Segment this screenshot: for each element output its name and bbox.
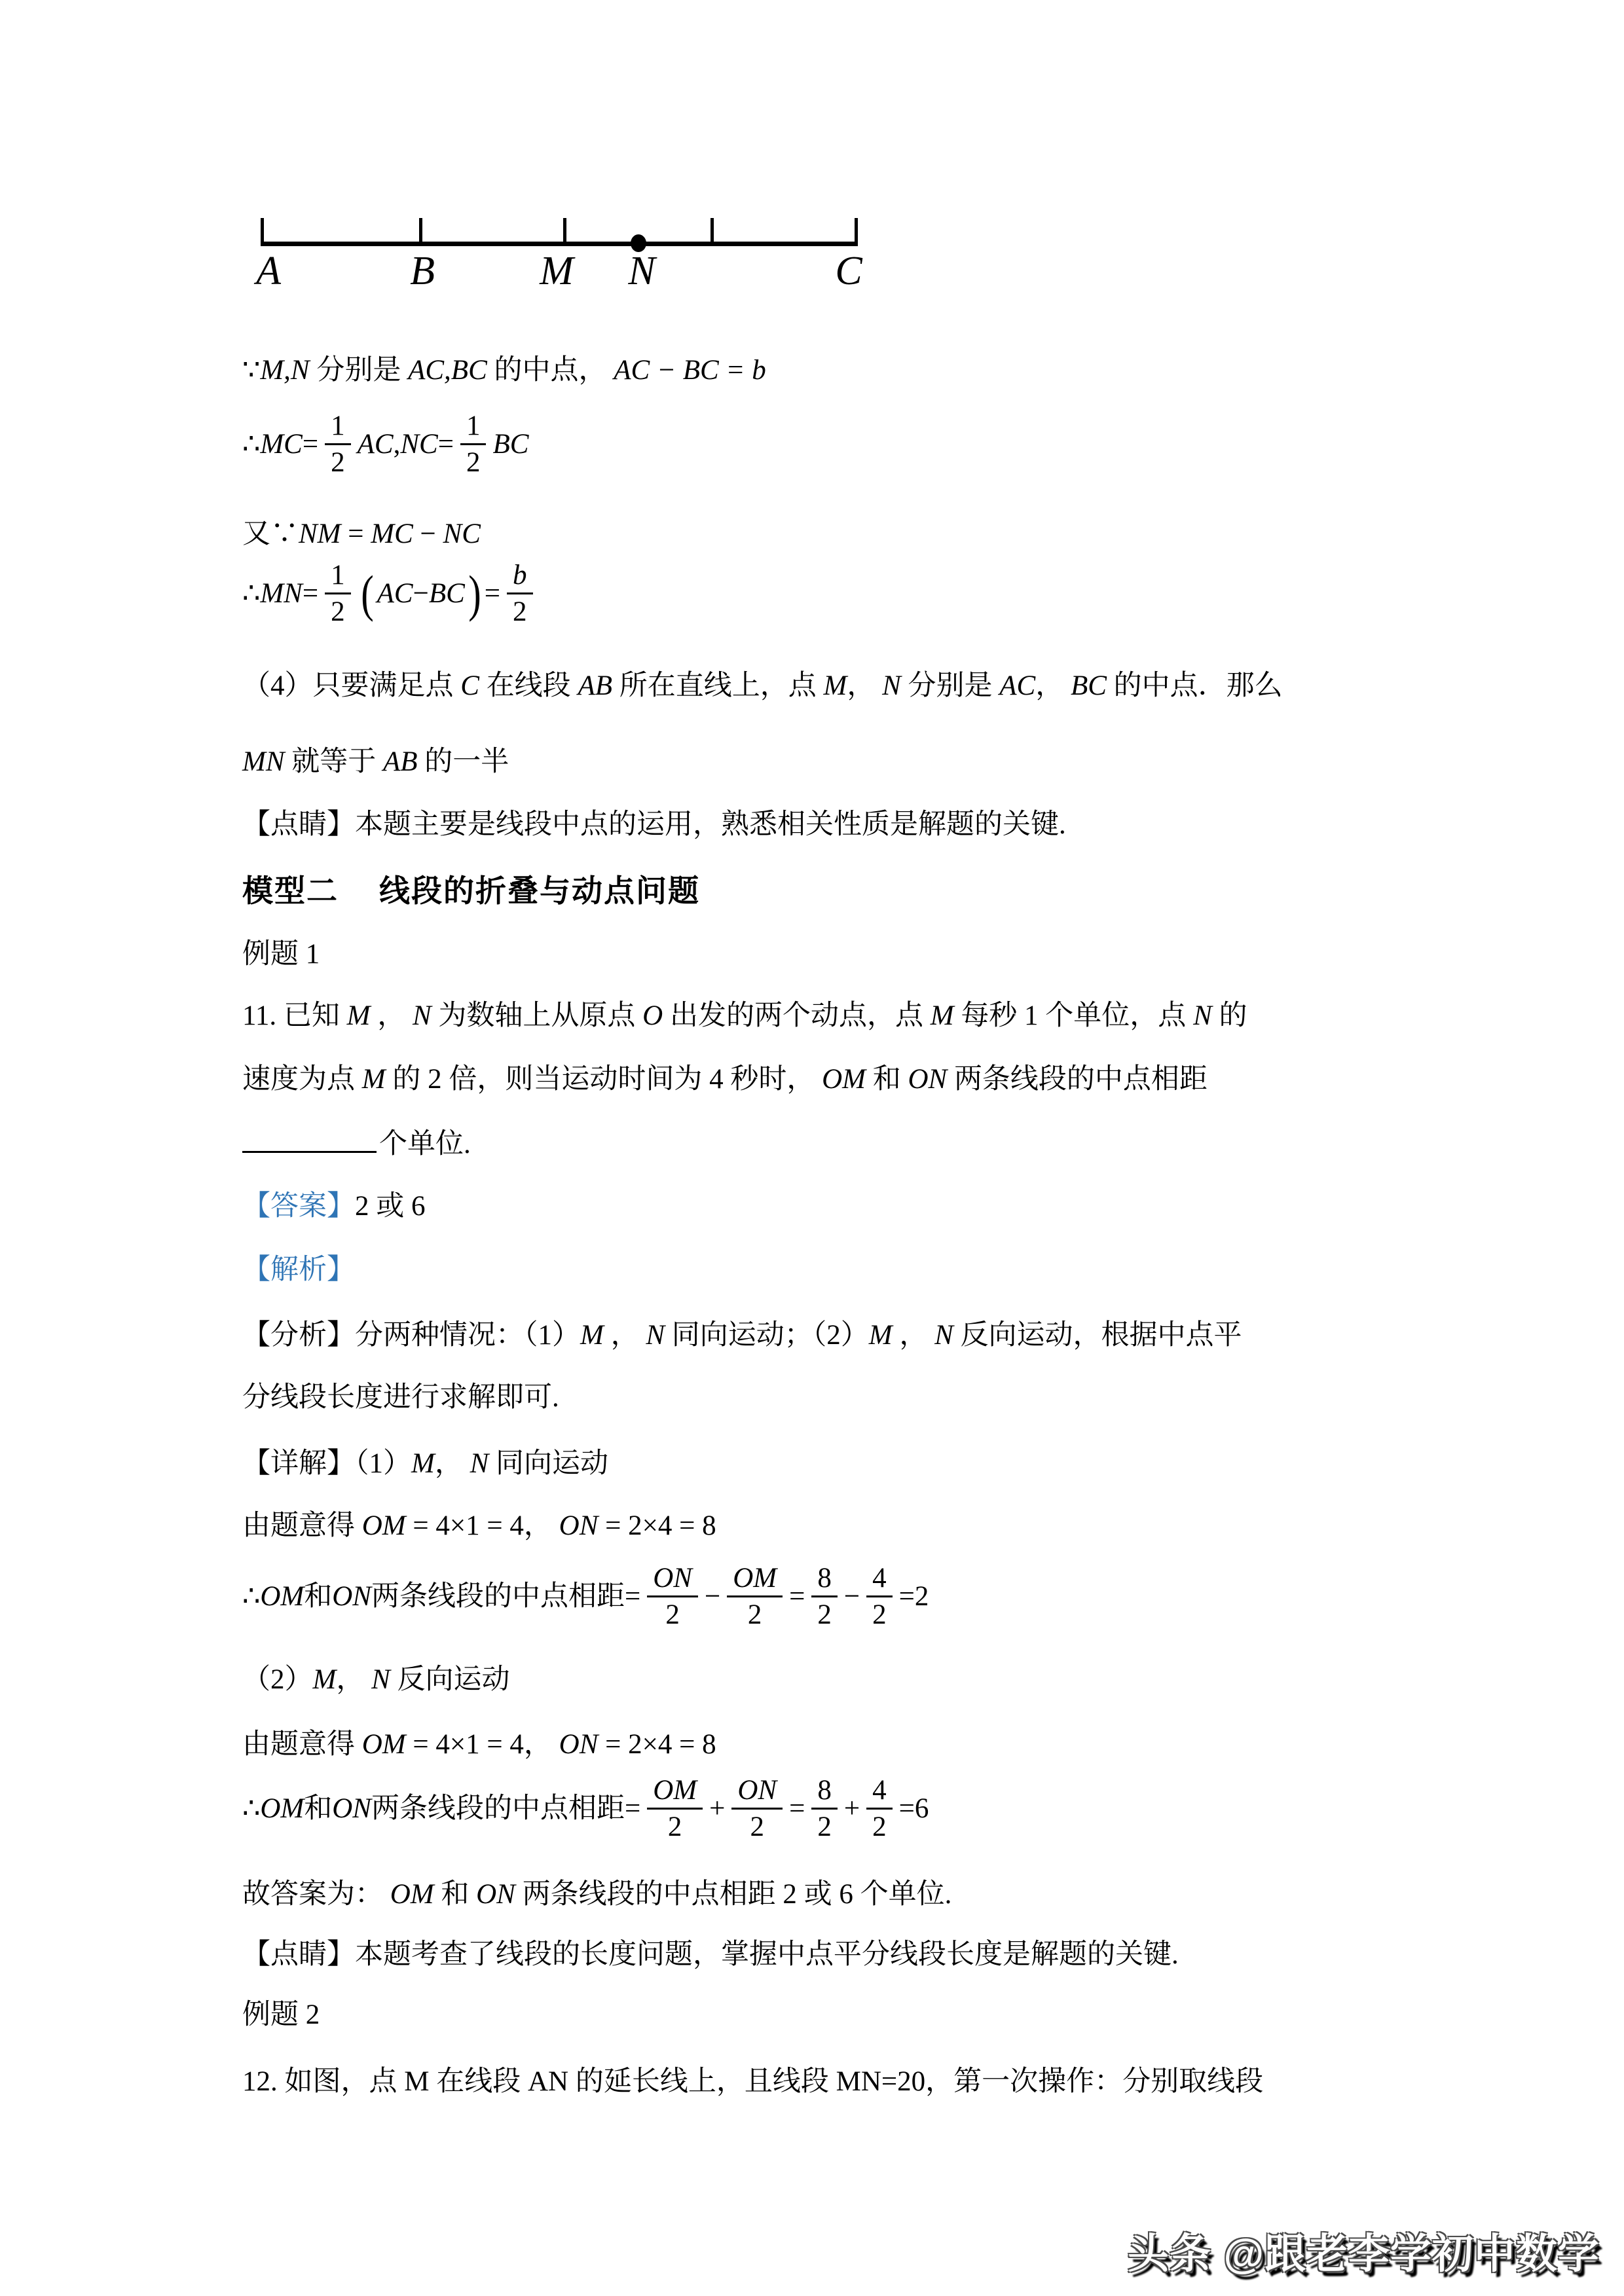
because-symbol: ∵ [242, 355, 261, 386]
diagram-label-b: B [410, 249, 435, 293]
text: 和 [304, 1580, 333, 1612]
text: 的一半 [417, 746, 509, 777]
math: NC [443, 519, 481, 549]
text: （2） [242, 1664, 313, 1695]
bigfrac1-line [242, 1563, 929, 1630]
text: 由题意得 [242, 1729, 362, 1760]
model-title: 线段的折叠与动点问题 [379, 873, 700, 908]
result: 6 [914, 1793, 929, 1824]
text: , [393, 428, 401, 460]
text: 【点睛】本题考查了线段的长度问题，掌握中点平分线段长度是解题的关键. [242, 1939, 1179, 1970]
text: 两条线段的中点相距 2 或 6 个单位. [515, 1879, 952, 1910]
math: ON [559, 1729, 599, 1760]
text: = 4×1 = 4， [405, 1510, 559, 1541]
text: 11. 已知 [242, 1000, 347, 1031]
denominator: 2 [817, 1599, 832, 1631]
eq1-line [242, 1508, 716, 1544]
text: 在线段 [479, 670, 578, 701]
text: = [437, 428, 454, 460]
denominator: 2 [513, 596, 527, 628]
text: 【详解】（1） [242, 1448, 411, 1479]
text: = 2×4 = 8 [598, 1510, 716, 1541]
result: 2 [914, 1580, 929, 1612]
diagram-tick-c [855, 218, 858, 246]
answer-value: 2 或 6 [355, 1191, 426, 1222]
text: 的中点．那么 [1106, 670, 1283, 701]
math: M [346, 1000, 371, 1031]
fraction [866, 1776, 893, 1842]
therefore-symbol: ∴ [242, 1580, 261, 1612]
fenxi-line1 [242, 1317, 1242, 1354]
text: 就等于 [284, 746, 383, 777]
math: AC [377, 577, 413, 609]
numerator: 4 [866, 1776, 893, 1810]
text: 【点睛】本题主要是线段中点的运用，熟悉相关性质是解题的关键. [242, 809, 1066, 840]
numerator: OM [727, 1563, 783, 1597]
example1-label [242, 936, 320, 973]
denominator: 2 [466, 447, 481, 479]
math-mn: M,N [260, 355, 310, 386]
math: M [580, 1320, 604, 1351]
answer-tag: 【答案】 [242, 1191, 355, 1222]
text: 12. 如图，点 M 在线段 AN 的延长线上，且线段 MN=20，第一次操作：分别取线段 [242, 2066, 1264, 2097]
numerator: ON [731, 1776, 783, 1810]
plus: + [843, 1793, 860, 1824]
math: MN [242, 746, 285, 777]
text: 两条线段的中点相距 [947, 1064, 1208, 1095]
numerator: 1 [325, 560, 351, 594]
math: BC [1070, 670, 1107, 701]
math: M [823, 670, 847, 701]
denominator: 2 [750, 1812, 764, 1843]
proof-line-4a [242, 668, 1283, 704]
eq2-line [242, 1726, 716, 1763]
text: 个单位. [379, 1129, 471, 1159]
segment-diagram [256, 218, 862, 316]
diagram-tick-b [419, 218, 422, 246]
text: 的 [1211, 1000, 1247, 1031]
equals: = [624, 1793, 641, 1824]
fraction [507, 560, 533, 627]
math-eq: AC − BC = b [614, 355, 766, 386]
text: 分别是 [309, 355, 409, 386]
jiexi-tag: 【解析】 [242, 1254, 355, 1285]
equals: = [789, 1793, 805, 1824]
answer-line [242, 1188, 426, 1225]
denominator: 2 [817, 1812, 832, 1843]
numerator: OM [647, 1776, 703, 1810]
text: （4）只要满足点 [242, 670, 461, 701]
fraction [811, 1776, 838, 1842]
fraction [325, 560, 351, 627]
math: N [412, 1000, 432, 1031]
proof-line-4b [242, 744, 509, 780]
math: C [460, 670, 479, 701]
math: N [646, 1320, 665, 1351]
math: NC [400, 428, 438, 460]
also-because-symbol: 又∵ [242, 519, 299, 549]
numerator: 1 [460, 411, 487, 445]
math: N [470, 1448, 489, 1479]
minus: − [843, 1580, 860, 1612]
text: 出发的两个动点，点 [663, 1000, 931, 1031]
diagram-label-a: A [256, 249, 281, 293]
text: 为数轴上从原点 [431, 1000, 643, 1031]
text: 例题 1 [242, 939, 320, 970]
text: 和 [434, 1879, 477, 1910]
answer-blank-underline [242, 1121, 377, 1153]
math: AC [357, 428, 394, 460]
math: N [882, 670, 901, 701]
jiexi-line [242, 1252, 355, 1288]
math: M [930, 1000, 954, 1031]
q11-line3 [242, 1121, 471, 1163]
diagram-baseline [261, 242, 858, 246]
equals: = [624, 1580, 641, 1612]
math: M [312, 1664, 337, 1695]
math: M [361, 1064, 386, 1095]
math: ON [332, 1793, 371, 1824]
text: 和 [304, 1793, 333, 1824]
text: = 4×1 = 4， [405, 1729, 559, 1760]
math: M [411, 1448, 435, 1479]
numerator: ON [647, 1563, 698, 1597]
math: ON [908, 1064, 948, 1095]
denominator: 2 [667, 1812, 682, 1843]
text: ， [1035, 670, 1071, 701]
proof-line-mn: ∴ MN = $\frac{1}{2}$ ( AC − BC ) = $\frac{b}{2}$ [242, 560, 540, 627]
xiangjie-line [242, 1446, 608, 1482]
math: ON [332, 1580, 371, 1612]
denominator: 2 [872, 1812, 887, 1843]
plus: + [709, 1793, 726, 1824]
text: ， [370, 1000, 413, 1031]
math: N [934, 1320, 953, 1351]
proof-line-mc [242, 411, 528, 477]
math: MN [260, 577, 303, 609]
text: 分别是 [900, 670, 1000, 701]
text: 分线段长度进行求解即可. [242, 1382, 559, 1413]
math: OM [361, 1729, 406, 1760]
diagram-tick-a [261, 218, 264, 246]
dianjing-note-1 [242, 807, 1066, 843]
numerator: b [507, 560, 533, 594]
fraction [811, 1563, 838, 1630]
fraction [460, 411, 487, 477]
case2-line [242, 1662, 510, 1698]
fraction [727, 1563, 783, 1630]
text: 速度为点 [242, 1064, 362, 1095]
text: = [302, 577, 319, 609]
diagram-label-c: C [835, 249, 862, 293]
text: 由题意得 [242, 1510, 362, 1541]
math: OM [260, 1793, 304, 1824]
dianjing-note-2 [242, 1937, 1179, 1973]
fraction [866, 1563, 893, 1630]
math: OM [390, 1879, 434, 1910]
denominator: 2 [872, 1599, 887, 1631]
math: OM [361, 1510, 406, 1541]
fraction [325, 411, 351, 477]
denominator: 2 [331, 596, 345, 628]
math: BC [492, 428, 529, 460]
text: 反向运动，根据中点平 [953, 1320, 1242, 1351]
math: O [642, 1000, 663, 1031]
therefore-symbol: ∴ [242, 1793, 261, 1824]
therefore-symbol: ∴ [242, 577, 261, 609]
math: AB [383, 746, 418, 777]
denominator: 2 [747, 1599, 762, 1631]
model-number: 模型二 [242, 873, 339, 908]
math: ON [476, 1879, 515, 1910]
numerator: 8 [811, 1776, 838, 1810]
text: = [302, 428, 319, 460]
equals: = [898, 1793, 915, 1824]
q12-line1 [242, 2064, 1263, 2100]
q11-line2 [242, 1061, 1208, 1098]
numerator: 8 [811, 1563, 838, 1597]
q11-line1 [242, 998, 1247, 1034]
equals: = [789, 1580, 805, 1612]
math: BC [428, 577, 465, 609]
math: OM [260, 1580, 304, 1612]
text: 所在直线上，点 [612, 670, 824, 701]
fraction [731, 1776, 783, 1842]
text: − [413, 519, 443, 549]
text: 例题 2 [242, 1999, 320, 2030]
math: OM [822, 1064, 866, 1095]
text: 两条线段的中点相距 [371, 1580, 625, 1612]
math: N [1193, 1000, 1212, 1031]
diagram-label-m: M [540, 249, 574, 293]
text: 两条线段的中点相距 [371, 1793, 625, 1824]
math: AC [999, 670, 1036, 701]
math: M [868, 1320, 893, 1351]
math-acbc: AC,BC [408, 355, 487, 386]
math: N [371, 1664, 390, 1695]
text: = [341, 519, 371, 549]
text: 同向运动 [489, 1448, 609, 1479]
math: AB [578, 670, 612, 701]
diagram-label-n: N [628, 249, 655, 293]
math: MC [371, 519, 413, 549]
fraction [647, 1563, 698, 1630]
text: − [413, 577, 429, 609]
watermark: 头条 @跟老李学初中数学 [1128, 2231, 1600, 2277]
text: 的中点， [487, 355, 614, 386]
diagram-tick-4 [710, 218, 714, 246]
text: 的 2 倍，则当运动时间为 4 秒时， [385, 1064, 822, 1095]
fenxi-line2 [242, 1379, 559, 1416]
text: = [484, 577, 501, 609]
therefore-symbol: ∴ [242, 428, 261, 460]
text: 和 [865, 1064, 908, 1095]
example2-label [242, 1997, 320, 2033]
section-heading [242, 871, 700, 911]
text: 反向运动 [390, 1664, 510, 1695]
math: MC [260, 428, 303, 460]
math: NM [299, 519, 341, 549]
bigfrac2-line [242, 1776, 929, 1842]
equals: = [898, 1580, 915, 1612]
text: ， [847, 670, 883, 701]
denominator: 2 [331, 447, 345, 479]
text: 每秒 1 个单位，点 [953, 1000, 1194, 1031]
diagram-tick-m [563, 218, 566, 246]
text: ， [603, 1320, 646, 1351]
conclusion-line [242, 1876, 951, 1913]
fraction [647, 1776, 703, 1842]
math: ON [559, 1510, 599, 1541]
text: 同向运动；（2） [665, 1320, 869, 1351]
numerator: 4 [866, 1563, 893, 1597]
text: ， [892, 1320, 935, 1351]
minus: − [704, 1580, 721, 1612]
proof-line-nm [242, 516, 481, 553]
text: ， [434, 1448, 470, 1479]
text: ， [336, 1664, 372, 1695]
proof-line-given [242, 352, 766, 389]
text: 【分析】分两种情况：（1） [242, 1320, 580, 1351]
text: 故答案为： [242, 1879, 390, 1910]
text: = 2×4 = 8 [598, 1729, 716, 1760]
numerator: 1 [325, 411, 351, 445]
denominator: 2 [665, 1599, 680, 1631]
